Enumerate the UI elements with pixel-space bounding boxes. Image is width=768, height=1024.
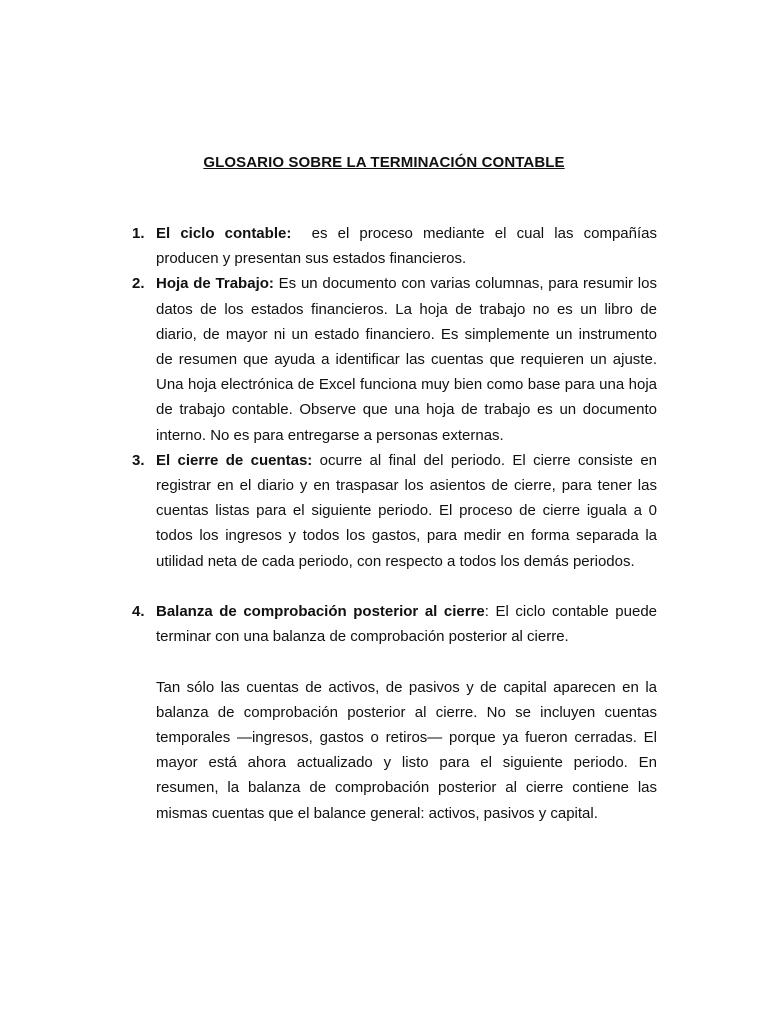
item-definition: : El ciclo contable puede terminar con una balanza de comprobación posterior al cierre.: [156, 603, 657, 646]
item-paragraph: Tan sólo las cuentas de activos, de pasivos y de capital aparecen en la balanza de comprobación posterior al cierre. No se incluyen cuentas temporales —ingresos, gastos o retiros— porque ya fueron cerradas. El mayor está ahora actualizado y listo para el siguiente periodo. En resumen, la balanza de comprobación posterior al cierre contiene las mismas cuentas que el balance general: activos, pasivos y capital.: [156, 678, 657, 822]
glossary-item-balanza-de-comprobacion: [132, 599, 657, 826]
item-definition: Es un documento con varias columnas, para resumir los datos de los estados financieros. La hoja de trabajo no es un libro de diario, de mayor ni un estado financiero. Es simplemente un instrumento de resumen que ayuda a identificar las cuentas que requieren un ajuste. Una hoja electrónica de Excel funciona muy bien como base para una hoja de trabajo contable. Observe que una hoja de trabajo es un documento interno. No es para entregarse a personas externas.: [156, 275, 657, 444]
item-term: El cierre de cuentas:: [156, 451, 313, 469]
glossary-item-hoja-de-trabajo: [132, 271, 657, 447]
item-definition: ocurre al final del periodo. El cierre consiste en registrar en el diario y en traspasar los asientos de cierre, para tener las cuentas listas para el siguiente periodo. El proceso de cierre iguala a 0 todos los ingresos y todos los gastos, para medir en forma separada la utilidad neta de cada periodo, con respecto a todos los demás periodos.: [156, 451, 658, 570]
item-term: Hoja de Trabajo:: [156, 275, 274, 293]
document-title: GLOSARIO SOBRE LA TERMINACIÓN CONTABLE: [203, 154, 565, 171]
glossary-item-cierre-de-cuentas: [132, 448, 658, 574]
item-number: 4.: [132, 603, 145, 621]
item-number: 1.: [132, 225, 145, 242]
item-number: 3.: [132, 451, 145, 469]
item-term: El ciclo contable:: [156, 225, 292, 242]
glossary-list: [132, 221, 658, 826]
glossary-item-ciclo-contable: [132, 221, 657, 271]
item-definition: es el proceso mediante el cual las compañías producen y presentan sus estados financieros.: [156, 225, 657, 268]
item-term: Balanza de comprobación posterior al cierre: [156, 603, 485, 621]
item-number: 2.: [132, 275, 145, 293]
